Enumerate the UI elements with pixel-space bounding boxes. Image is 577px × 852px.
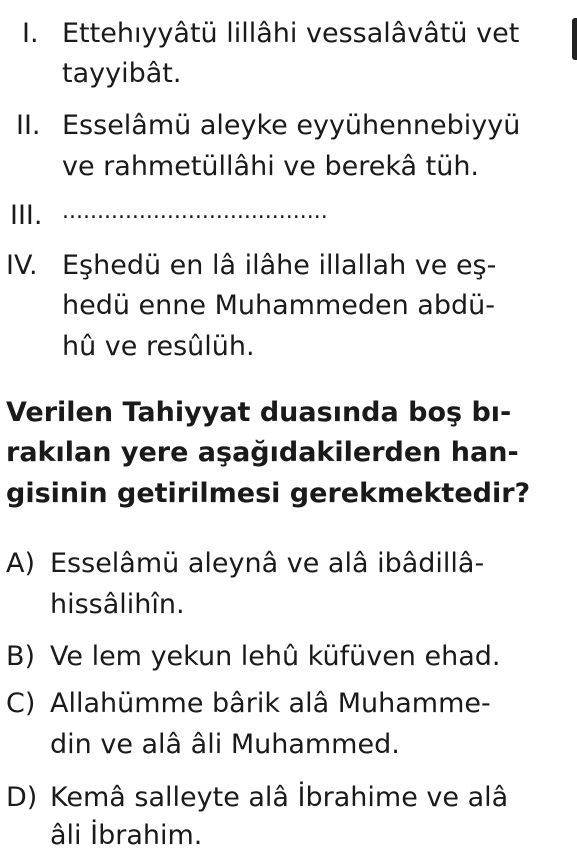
option-text-line: âli İbrahim. (50, 820, 203, 851)
statement-text-line: hedü enne Muhammeden abdü- (62, 290, 495, 321)
statement-text-line: Esselâmü aleyke eyyühennebiyyü (62, 110, 521, 141)
option-text-line: Esselâmü aleynâ ve alâ ibâdillâ- (50, 548, 485, 579)
question-line: Verilen Tahiyyat duasında boş bı- (6, 397, 512, 428)
option-letter: B) (6, 641, 36, 672)
option-text-line: Kemâ salleyte alâ İbrahime ve alâ (50, 782, 509, 813)
option-text-line: din ve alâ âli Muhammed. (50, 729, 400, 760)
edge-mark (572, 18, 577, 60)
statement-text-line: Ettehıyyâtü lillâhi vessalâvâtü vet (62, 18, 520, 49)
statement-number: I. (22, 18, 39, 49)
option-text-line: Allahümme bârik alâ Muhamme- (50, 688, 491, 719)
question-line: gisinin getirilmesi gerekmektedir? (6, 478, 531, 509)
option-letter: C) (6, 688, 36, 719)
statement-number: II. (16, 110, 41, 141)
option-letter: A) (6, 548, 36, 579)
statement-number: III. (10, 200, 43, 231)
option-text-line: hissâlihîn. (50, 589, 185, 620)
option-letter: D) (6, 782, 38, 813)
statement-text-line: Eşhedü en lâ ilâhe illallah ve eş- (62, 250, 497, 281)
statement-text-line: hû ve resûlüh. (62, 331, 255, 362)
statement-text-line: tayyibât. (62, 58, 182, 89)
question-line: rakılan yere aşağıdakilerden han- (6, 437, 519, 468)
statement-text-line: ve rahmetüllâhi ve berekâ tüh. (62, 151, 480, 182)
statement-number: IV. (6, 250, 38, 281)
blank-line: ...................................... (62, 199, 328, 224)
option-text-line: Ve lem yekun lehû küfüven ehad. (50, 641, 501, 672)
